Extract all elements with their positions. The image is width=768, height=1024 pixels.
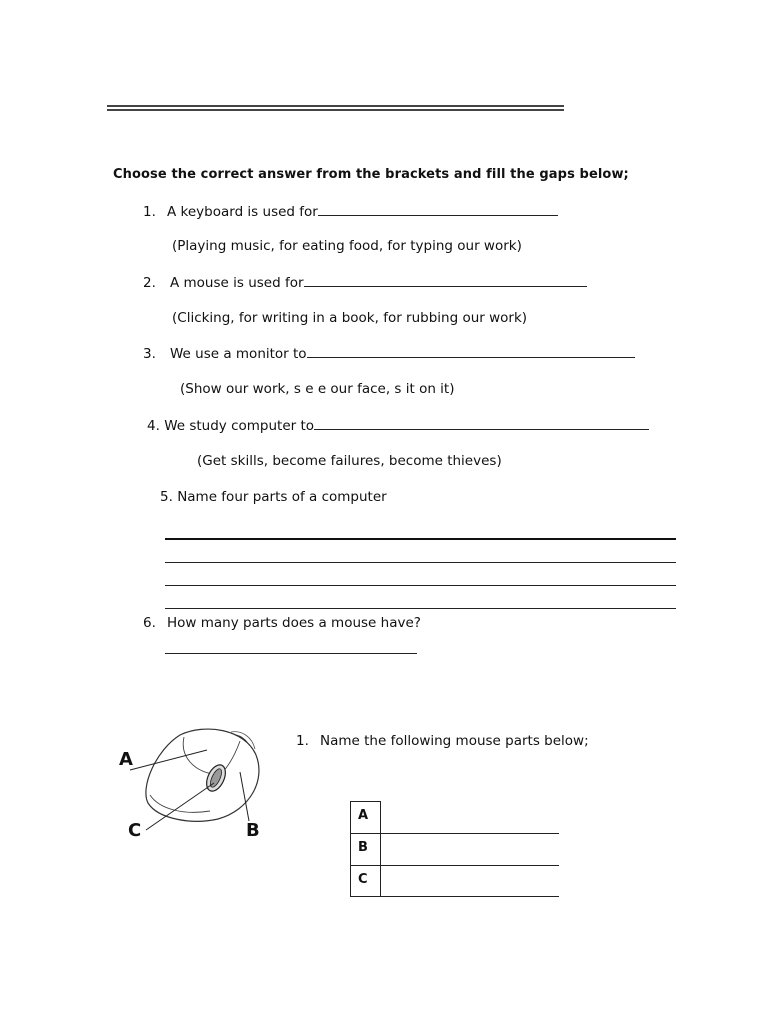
question-text: Name four parts of a computer (177, 489, 387, 505)
diagram-label-c: C (128, 820, 142, 841)
question-text: A keyboard is used for (167, 204, 318, 220)
question-number: 3. (143, 346, 156, 362)
question-3-options: (Show our work, s e e our face, s it on it) (180, 381, 455, 397)
question-text: We study computer to (164, 418, 315, 434)
question-6 (143, 615, 421, 631)
question-text: A mouse is used for (170, 275, 304, 291)
mouse-parts-question (296, 733, 589, 749)
question-number: 1. (296, 733, 309, 749)
part-letter: B (351, 834, 381, 866)
part-answer-blank[interactable] (381, 834, 560, 866)
answer-blank[interactable] (307, 344, 635, 358)
question-number: 1. (143, 204, 156, 220)
diagram-label-a: A (119, 749, 133, 770)
instruction-text: Choose the correct answer from the brackets and fill the gaps below; (113, 167, 629, 182)
table-row (351, 866, 560, 897)
part-letter: C (351, 866, 381, 897)
question-3 (143, 344, 635, 362)
question-number: 4. (147, 418, 160, 434)
question-5 (160, 489, 387, 505)
part-answer-blank[interactable] (381, 866, 560, 897)
mouse-parts-table (350, 801, 559, 897)
answer-line-q6[interactable] (165, 653, 417, 654)
answer-blank[interactable] (304, 273, 587, 287)
answer-line-1[interactable] (165, 538, 676, 540)
table-row (351, 834, 560, 866)
question-number: 6. (143, 615, 156, 631)
question-1 (143, 202, 558, 220)
part-letter: A (351, 802, 381, 834)
question-1-options: (Playing music, for eating food, for typing our work) (172, 238, 522, 254)
question-4 (147, 416, 649, 434)
question-4-options: (Get skills, become failures, become thieves) (197, 453, 502, 469)
question-number: 5. (160, 489, 173, 505)
question-text: How many parts does a mouse have? (167, 615, 421, 631)
question-2 (143, 273, 587, 291)
question-number: 2. (143, 275, 156, 291)
diagram-label-b: B (246, 820, 260, 841)
answer-line-3[interactable] (165, 585, 676, 586)
question-text: We use a monitor to (170, 346, 307, 362)
answer-blank[interactable] (318, 202, 558, 216)
question-2-options: (Clicking, for writing in a book, for rubbing our work) (172, 310, 528, 326)
table-row (351, 802, 560, 834)
question-text: Name the following mouse parts below; (320, 733, 589, 749)
top-double-rule (107, 105, 564, 111)
answer-blank[interactable] (314, 416, 649, 430)
answer-line-2[interactable] (165, 562, 676, 563)
part-answer-blank[interactable] (381, 802, 560, 834)
answer-line-4[interactable] (165, 608, 676, 609)
